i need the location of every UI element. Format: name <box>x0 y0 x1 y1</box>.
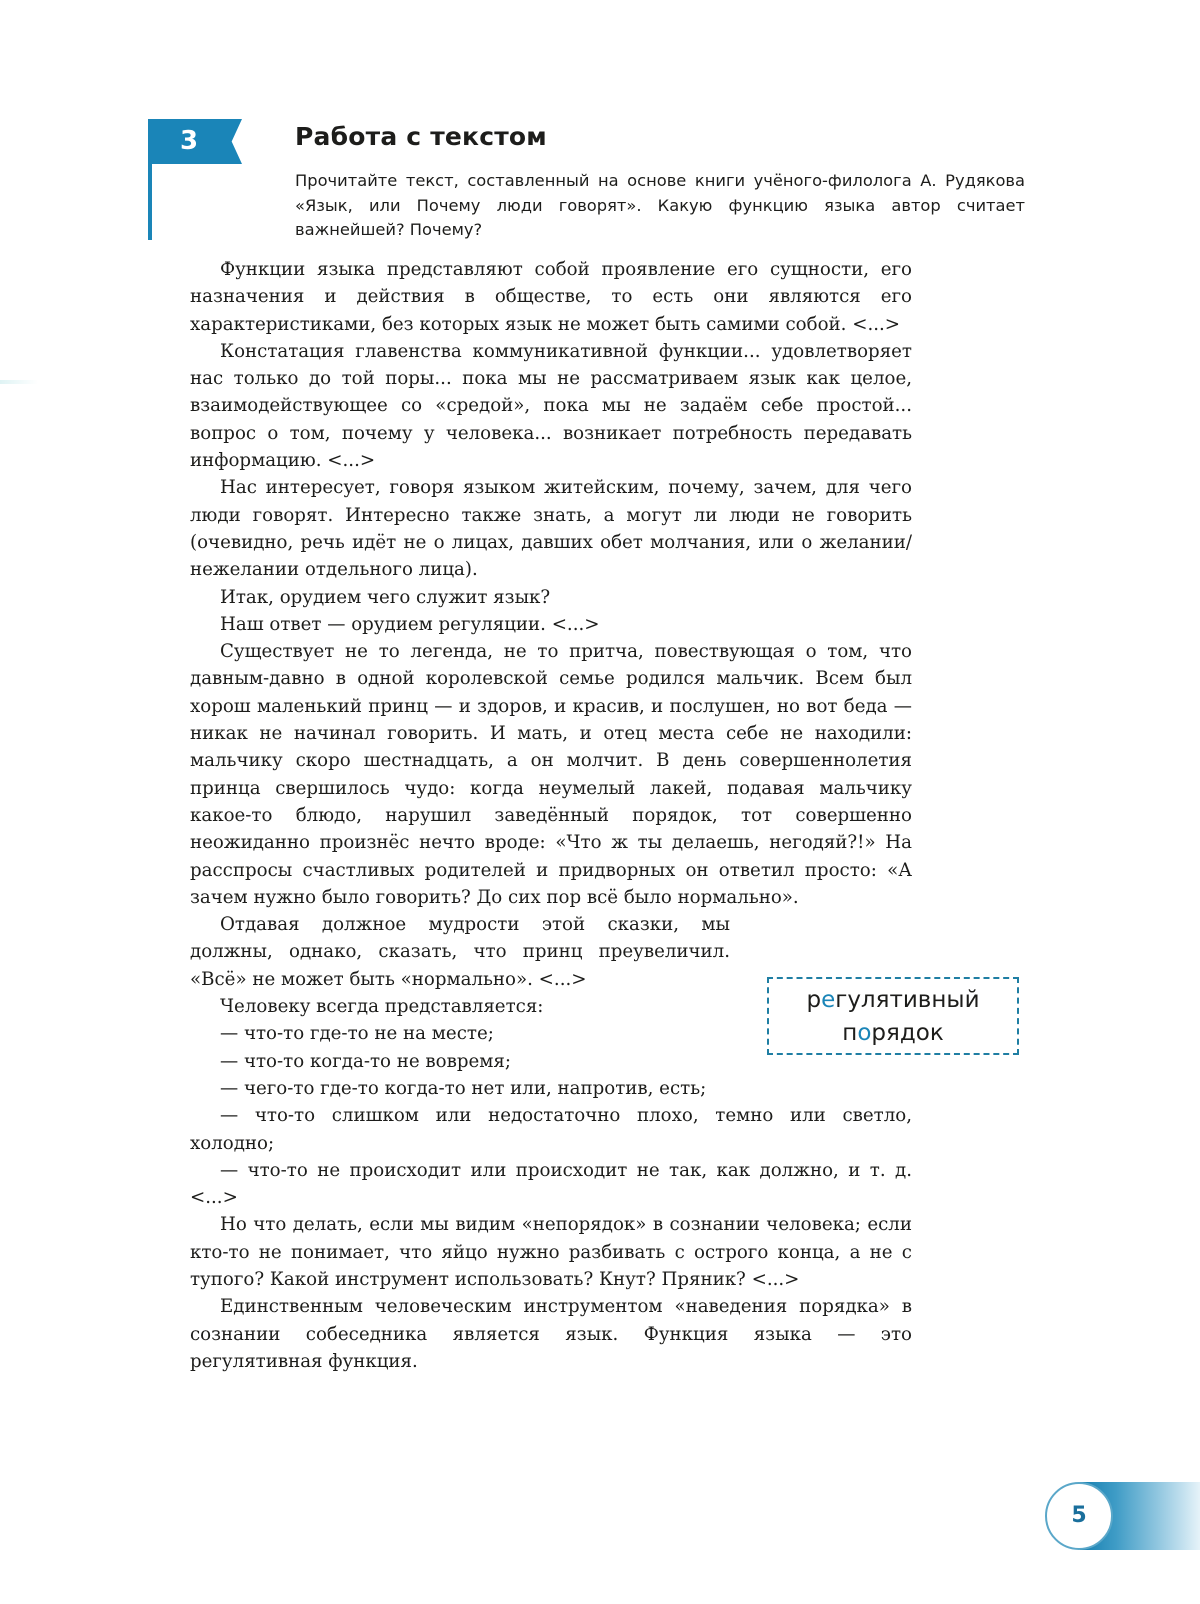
paragraph: Существует не то легенда, не то притча, повествующая о том, что давным-давно в одной королевской семье родился мальчик. Всем был хорош маленький принц — и здоров, и красив, и послушен, но вот беда — никак не начинал говорить. И мать, и отец места себе не находили: мальчику скоро шестнадцать, а он молчит. В день совершеннолетия принца свершилось чудо: когда неумелый лакей, подавая мальчику какое-то блюдо, нарушил заведённый порядок, тот совершенно неожиданно произнёс нечто вроде: «Что ж ты делаешь, негодяй?!» На расспросы счастливых родителей и придворных он ответил просто: «А зачем нужно было говорить? До сих пор всё было нормально». <box>190 641 912 908</box>
reading-text <box>190 256 912 1375</box>
task-title: Работа с текстом <box>295 122 547 151</box>
task-flag-pole <box>148 160 152 240</box>
edge-accent-line <box>0 380 38 384</box>
callout-letters: р <box>806 987 822 1013</box>
task-number: 3 <box>179 126 199 156</box>
vocabulary-callout <box>767 977 1019 1055</box>
paragraph: Единственным человеческим инструментом «наведения порядка» в сознании собеседника является язык. Функция языка — это регулятивная функция. <box>190 1296 912 1372</box>
callout-letters: п <box>842 1020 858 1046</box>
callout-letters: гулятивный <box>835 987 980 1013</box>
list-item: — чего-то где-то когда-то нет или, напротив, есть; <box>220 1077 707 1099</box>
callout-word-order <box>769 1017 1017 1050</box>
page-number: 5 <box>1045 1482 1113 1550</box>
callout-word-regulative <box>769 984 1017 1017</box>
list-item: — что-то где-то не на месте; <box>220 1023 494 1045</box>
paragraph: Наш ответ — орудием регуляции. <...> <box>220 613 600 635</box>
paragraph: Функции языка представляют собой проявление его сущности, его назначения и действия в обществе, то есть они являются его характеристиками, без которых язык не может быть самими собой. <...> <box>190 259 912 335</box>
task-instruction: Прочитайте текст, составленный на основе книги учёного-филолога А. Рудякова «Язык, или Почему люди говорят». Какую функцию языка автор считает важнейшей? Почему? <box>295 171 1025 239</box>
list-item: — что-то не происходит или происходит не так, как должно, и т. д. <...> <box>190 1159 912 1209</box>
paragraph: Констатация главенства коммуникативной функции... удовлетворяет нас только до той поры... пока мы не рассматриваем язык как целое, взаимодействующее со «средой», пока мы не задаём себе простой... вопрос о том, почему у человека... возникает потребность передавать информацию. <...> <box>190 340 912 472</box>
paragraph: Но что делать, если мы видим «непорядок» в сознании человека; если кто-то не понимает, что яйцо нужно разбивать с острого конца, а не с тупого? Какой инструмент использовать? Кнут? Пряник? <...> <box>190 1214 912 1290</box>
list-item: — что-то когда-то не вовремя; <box>220 1050 512 1072</box>
paragraph: Отдавая должное мудрости этой сказки, мы должны, однако, сказать, что принц преувеличил. «Всё» не может быть «нормально». <...> <box>190 914 730 990</box>
paragraph: Итак, орудием чего служит язык? <box>220 586 551 608</box>
highlighted-vowel: е <box>821 987 836 1013</box>
list-item: — что-то слишком или недостаточно плохо, темно или светло, холодно; <box>190 1105 912 1154</box>
highlighted-vowel: о <box>857 1020 872 1046</box>
paragraph: Человеку всегда представляется: <box>220 996 544 1018</box>
paragraph: Нас интересует, говоря языком житейским, почему, зачем, для чего люди говорят. Интересно также знать, а могут ли люди не говорить (очевидно, речь идёт не о лицах, давших обет молчания, или о желании/нежелании отдельного лица). <box>190 477 912 581</box>
callout-letters: рядок <box>871 1020 944 1046</box>
